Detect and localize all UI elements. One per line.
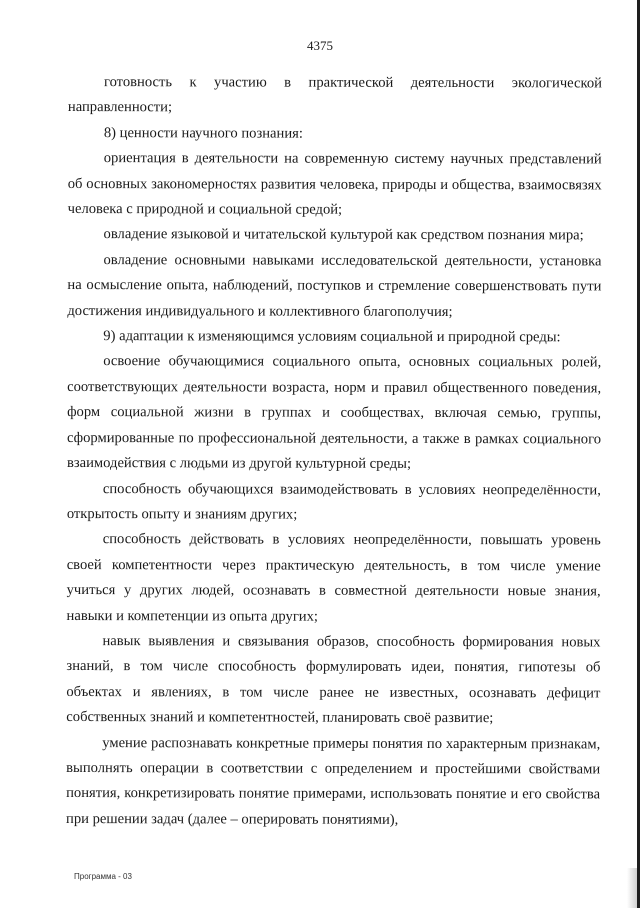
- paragraph: освоение обучающимися социального опыта, основных социальных ролей, соответствующих деятельности возраста, норм и правил общественного поведения, форм социальной жизни в группах и сообществах, включая семью, группы, сформированные по профессиональной деятельности, а также в рамках социального взаимодействия с людьми из другой культурной среды;: [66, 353, 602, 472]
- page-number: 4375: [307, 38, 333, 53]
- paragraph: способность обучающихся взаимодействовать в условиях неопределённости, открытость опыту и знаниям других;: [66, 480, 601, 523]
- paragraph: 9) адаптации к изменяющимся условиям социальной и природной среды:: [103, 328, 561, 346]
- paragraph: навык выявления и связывания образов, способность формирования новых знаний, в том числе способность формулировать идеи, понятия, гипотезы об объектах и явлениях, в том числе ранее не известных, осознавать дефицит собственных знаний и компетентностей, планировать своё развитие;: [66, 633, 601, 727]
- paragraph: ориентация в деятельности на современную систему научных представлений об основных закономерностях развития человека, природы и общества, взаимосвязях человека с природной и социальной средой;: [67, 150, 602, 218]
- body-text: [66, 70, 602, 834]
- paragraph: способность действовать в условиях неопределённости, повышать уровень своей компетентности через практическую деятельность, в том числе умение учиться у других людей, осознавать в совместной деятельности новые знания, навыки и компетенции из опыта других;: [66, 531, 601, 625]
- paragraph: готовность к участию в практической деятельности экологической направленности;: [67, 74, 602, 116]
- paragraph: овладение языковой и читательской культурой как средством познания мира;: [103, 226, 584, 244]
- page-footer: Программа - 03: [74, 872, 132, 881]
- paragraph: овладение основными навыками исследовательской деятельности, установка на осмысление опыта, наблюдений, поступков и стремление совершенствовать пути достижения индивидуального и коллективного благополучия;: [67, 251, 602, 320]
- scan-shadow: [627, 868, 637, 908]
- paragraph: 8) ценности научного познания:: [103, 124, 303, 142]
- paragraph: умение распознавать конкретные примеры понятия по характерным признакам, выполнять операции в соответствии с определением и простейшими свойствами понятия, конкретизировать понятие примерами, использовать понятие и его свойства при решении задач (далее – оперировать понятиями),: [66, 734, 601, 828]
